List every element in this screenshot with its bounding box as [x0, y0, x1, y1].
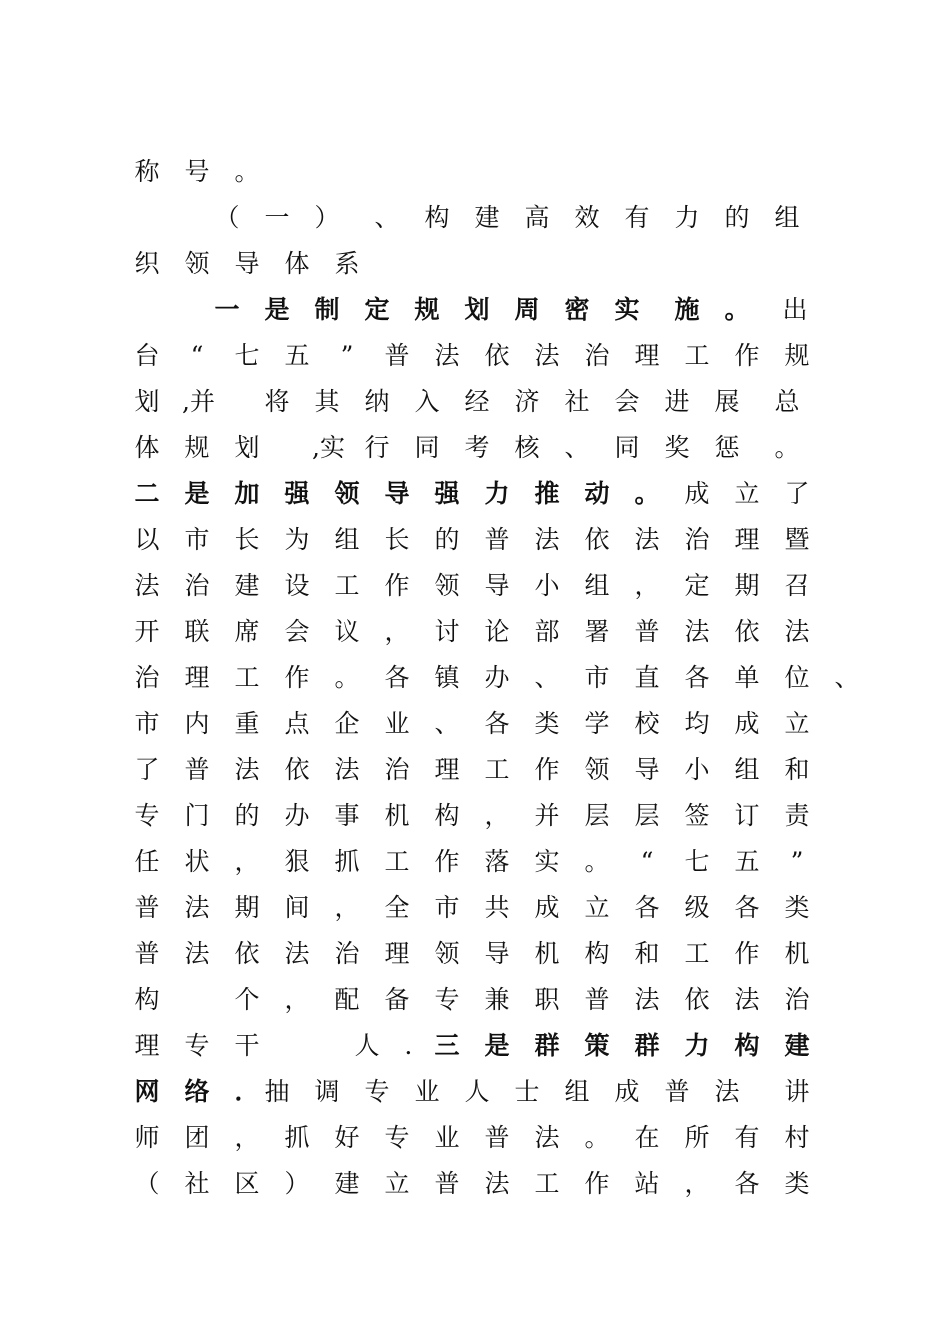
text-char: 组	[734, 755, 760, 784]
text-char: 治	[584, 341, 610, 370]
text-char: 各	[384, 663, 410, 692]
text-char: 有	[624, 203, 650, 232]
text-char: 机	[384, 801, 410, 830]
text-char: 理	[134, 1031, 160, 1060]
text-char: 专	[434, 985, 460, 1014]
text-char: 配	[334, 985, 360, 1014]
text-char: 法	[634, 985, 660, 1014]
text-char: 工	[384, 847, 410, 876]
text-char: 法	[534, 525, 560, 554]
text-char: 重	[234, 709, 260, 738]
text-char: 依	[484, 341, 510, 370]
bold-char: 是	[264, 295, 290, 324]
text-char: 市	[434, 893, 460, 922]
text-char: 状	[184, 847, 210, 876]
text-char: 长	[234, 525, 260, 554]
text-char: 调	[314, 1077, 340, 1106]
text-char: 普	[134, 893, 160, 922]
text-char: 市	[134, 709, 160, 738]
text-char: 社	[184, 1169, 210, 1198]
text-char: 治	[134, 663, 160, 692]
text-char: 专	[184, 1031, 210, 1060]
bold-char: 策	[584, 1031, 610, 1060]
text-char: 站	[634, 1169, 660, 1198]
text-char: 内	[184, 709, 210, 738]
text-char: 区	[234, 1169, 260, 1198]
bold-char: 是	[484, 1031, 510, 1060]
text-char: 士	[514, 1077, 540, 1106]
text-char: 为	[284, 525, 310, 554]
text-char: 普	[434, 1169, 460, 1198]
text-char: 组	[774, 203, 800, 232]
text-char: 工	[334, 571, 360, 600]
text-char: 效	[574, 203, 600, 232]
text-char: 类	[784, 1169, 810, 1198]
text-char: 普	[484, 525, 510, 554]
text-char: 、	[834, 663, 860, 692]
text-char: 暨	[784, 525, 810, 554]
text-char: ”	[340, 341, 354, 370]
text-char: ,实	[312, 433, 345, 462]
text-char: 和	[634, 939, 660, 968]
text-char: 划	[134, 387, 160, 416]
text-char: 法	[784, 617, 810, 646]
text-char: 展	[714, 387, 740, 416]
text-char: 领	[434, 939, 460, 968]
text-char: 法	[334, 755, 360, 784]
text-char: 期	[734, 571, 760, 600]
text-char: 法	[534, 1123, 560, 1152]
text-char: 签	[684, 801, 710, 830]
text-char: 各	[634, 893, 660, 922]
text-char: 领	[184, 249, 210, 278]
text-char: 法	[434, 341, 460, 370]
text-char: 同	[414, 433, 440, 462]
text-char: 业	[434, 1123, 460, 1152]
text-char: ，	[284, 985, 310, 1014]
text-char: 治	[384, 755, 410, 784]
text-char: 作	[584, 1169, 610, 1198]
text-char: 理	[434, 755, 460, 784]
text-char: 专	[134, 801, 160, 830]
text-char: 领	[584, 755, 610, 784]
text-char: 依	[734, 617, 760, 646]
text-char: 任	[134, 847, 160, 876]
text-char: 理	[384, 939, 410, 968]
text-char: 五	[734, 847, 760, 876]
text-char: 织	[134, 249, 160, 278]
text-char: 备	[384, 985, 410, 1014]
text-char: 工	[534, 1169, 560, 1198]
text-char: 的	[724, 203, 750, 232]
text-char: 的	[434, 525, 460, 554]
text-char: 作	[534, 755, 560, 784]
text-char: 成	[534, 893, 560, 922]
text-char: 小	[534, 571, 560, 600]
text-char: 师	[134, 1123, 160, 1152]
text-char: 会	[284, 617, 310, 646]
text-char: 办	[284, 801, 310, 830]
text-char: 其	[314, 387, 340, 416]
text-char: 个	[234, 985, 260, 1014]
text-char: 小	[684, 755, 710, 784]
text-char: 实	[534, 847, 560, 876]
text-char: 期	[234, 893, 260, 922]
text-char: 、	[434, 709, 460, 738]
text-char: 五	[284, 341, 310, 370]
text-char: 开	[134, 617, 160, 646]
bold-char: 加	[234, 479, 260, 508]
text-char: 考	[464, 433, 490, 462]
text-char: 法	[484, 1169, 510, 1198]
text-char: 领	[434, 571, 460, 600]
text-char: 席	[234, 617, 260, 646]
text-char: ，	[234, 847, 260, 876]
text-char: 依	[284, 755, 310, 784]
text-char: 组	[334, 525, 360, 554]
text-char: 法	[534, 341, 560, 370]
text-char: 各	[484, 709, 510, 738]
text-char: 济	[514, 387, 540, 416]
bold-char: 动	[584, 479, 610, 508]
text-char: 惩	[714, 433, 740, 462]
text-char: ）	[284, 1169, 310, 1198]
text-char: 门	[184, 801, 210, 830]
text-char: 普	[184, 755, 210, 784]
text-char: 法	[134, 571, 160, 600]
bold-char: 划	[464, 295, 490, 324]
text-char: 法	[734, 985, 760, 1014]
text-char: 构	[134, 985, 160, 1014]
text-char: 作	[734, 341, 760, 370]
text-char: 均	[684, 709, 710, 738]
text-char: 立	[734, 479, 760, 508]
text-char: 了	[784, 479, 810, 508]
text-char: 工	[684, 341, 710, 370]
text-char: 联	[184, 617, 210, 646]
text-char: 了	[134, 755, 160, 784]
text-char: 建	[474, 203, 500, 232]
text-char: 作	[284, 663, 310, 692]
text-char: 类	[784, 893, 810, 922]
text-char: 导	[484, 571, 510, 600]
bold-char: 密	[564, 295, 590, 324]
bold-char: 一	[214, 295, 240, 324]
text-char: 规	[184, 433, 210, 462]
text-char: 治	[334, 939, 360, 968]
text-char: 作	[734, 939, 760, 968]
text-char: 并	[534, 801, 560, 830]
text-char: 直	[634, 663, 660, 692]
text-char: 构	[584, 939, 610, 968]
text-char: 落	[484, 847, 510, 876]
text-char: 七	[684, 847, 710, 876]
text-char: 进	[664, 387, 690, 416]
text-char: ，	[234, 1123, 260, 1152]
text-char: 责	[784, 801, 810, 830]
text-char: 类	[534, 709, 560, 738]
text-char: 各	[684, 663, 710, 692]
text-char: “	[640, 847, 654, 876]
text-char: 组	[584, 571, 610, 600]
text-char: ）	[314, 203, 340, 232]
text-char: 出	[782, 295, 808, 324]
text-char: 作	[384, 571, 410, 600]
text-char: 有	[734, 1123, 760, 1152]
text-char: 普	[634, 617, 660, 646]
text-char: 。	[774, 433, 800, 462]
text-char: 署	[584, 617, 610, 646]
text-char: 称	[134, 157, 160, 186]
text-char: 法	[714, 1077, 740, 1106]
text-char: 议	[334, 617, 360, 646]
text-char: 。	[584, 1123, 610, 1152]
text-char: 镇	[434, 663, 460, 692]
text-char: 长	[384, 525, 410, 554]
text-char: 一	[264, 203, 290, 232]
text-char: 依	[684, 985, 710, 1014]
text-char: 位	[784, 663, 810, 692]
text-char: 校	[634, 709, 660, 738]
bold-char: 力	[484, 479, 510, 508]
bold-char: 络	[184, 1077, 210, 1106]
text-char: 人	[464, 1077, 490, 1106]
text-char: 间	[284, 893, 310, 922]
text-char: 和	[784, 755, 810, 784]
text-char: 纳	[364, 387, 390, 416]
text-char: 导	[234, 249, 260, 278]
bold-char: 二	[134, 479, 160, 508]
text-char: 、	[534, 663, 560, 692]
text-char: 学	[584, 709, 610, 738]
text-char: 共	[484, 893, 510, 922]
text-char: 体	[134, 433, 160, 462]
text-char: 总	[774, 387, 800, 416]
text-char: 狠	[284, 847, 310, 876]
text-char: 普	[584, 985, 610, 1014]
text-char: 构	[434, 801, 460, 830]
text-char: 所	[684, 1123, 710, 1152]
bold-char: 强	[284, 479, 310, 508]
text-char: 全	[384, 893, 410, 922]
text-char: 层	[584, 801, 610, 830]
text-char: 治	[684, 525, 710, 554]
text-char: 社	[564, 387, 590, 416]
text-char: 立	[784, 709, 810, 738]
text-char: 。	[334, 663, 360, 692]
text-char: 规	[784, 341, 810, 370]
text-char: 好	[334, 1123, 360, 1152]
text-char: 导	[484, 939, 510, 968]
text-char: 工	[484, 755, 510, 784]
text-char: 以	[134, 525, 160, 554]
text-char: （	[134, 1169, 160, 1198]
text-char: 立	[384, 1169, 410, 1198]
bold-char: 。	[724, 295, 750, 324]
text-char: 专	[384, 1123, 410, 1152]
text-char: 作	[434, 847, 460, 876]
text-char: 机	[534, 939, 560, 968]
bold-char: 周	[514, 295, 540, 324]
bold-char: 网	[134, 1077, 160, 1106]
text-char: ．	[404, 1031, 430, 1060]
text-char: 订	[734, 801, 760, 830]
text-char: 抽	[264, 1077, 290, 1106]
text-char: 将	[264, 387, 290, 416]
text-char: 成	[734, 709, 760, 738]
bold-char: 定	[364, 295, 390, 324]
bold-char: 实	[614, 295, 640, 324]
text-char: 在	[634, 1123, 660, 1152]
text-char: 讨	[434, 617, 460, 646]
text-char: ,并	[182, 387, 215, 416]
text-char: 普	[664, 1077, 690, 1106]
text-char: 级	[684, 893, 710, 922]
text-char: 单	[734, 663, 760, 692]
text-char: 经	[464, 387, 490, 416]
bold-char: 群	[634, 1031, 660, 1060]
text-char: ，	[334, 893, 360, 922]
text-char: 成	[684, 479, 710, 508]
text-char: 论	[484, 617, 510, 646]
text-char: 构	[424, 203, 450, 232]
text-char: 普	[134, 939, 160, 968]
text-char: 普	[384, 341, 410, 370]
bold-char: 施	[674, 295, 700, 324]
text-char: 导	[634, 755, 660, 784]
bold-char: 。	[634, 479, 660, 508]
text-char: 定	[684, 571, 710, 600]
text-char: 层	[634, 801, 660, 830]
text-char: 台	[134, 341, 160, 370]
text-char: 七	[234, 341, 260, 370]
text-char: 理	[734, 525, 760, 554]
text-char: ”	[790, 847, 804, 876]
text-char: 普	[484, 1123, 510, 1152]
text-char: 讲	[784, 1077, 810, 1106]
text-char: 核	[514, 433, 540, 462]
bold-char: ．	[234, 1077, 260, 1106]
text-char: 各	[734, 893, 760, 922]
text-char: 。	[234, 157, 260, 186]
text-char: 立	[584, 893, 610, 922]
bold-char: 是	[184, 479, 210, 508]
text-char: 专	[364, 1077, 390, 1106]
text-char: ，	[634, 571, 660, 600]
text-char: 奖	[664, 433, 690, 462]
text-char: ，	[684, 1169, 710, 1198]
text-char: 系	[334, 249, 360, 278]
text-char: 干	[234, 1031, 260, 1060]
bold-char: 群	[534, 1031, 560, 1060]
text-char: 兼	[484, 985, 510, 1014]
text-char: 治	[184, 571, 210, 600]
text-char: 依	[234, 939, 260, 968]
text-char: 力	[674, 203, 700, 232]
bold-char: 力	[684, 1031, 710, 1060]
text-char: 划	[234, 433, 260, 462]
text-char: 部	[534, 617, 560, 646]
text-char: 理	[634, 341, 660, 370]
text-char: 市	[184, 525, 210, 554]
bold-char: 三	[434, 1031, 460, 1060]
text-char: 业	[384, 709, 410, 738]
text-char: 抓	[284, 1123, 310, 1152]
text-char: 团	[184, 1123, 210, 1152]
bold-char: 规	[414, 295, 440, 324]
text-char: 治	[784, 985, 810, 1014]
text-char: 人	[354, 1031, 380, 1060]
text-char: 法	[184, 893, 210, 922]
text-char: 法	[284, 939, 310, 968]
text-char: 高	[524, 203, 550, 232]
text-char: 理	[184, 663, 210, 692]
text-char: 行	[364, 433, 390, 462]
text-char: 企	[334, 709, 360, 738]
bold-char: 领	[334, 479, 360, 508]
text-char: 入	[414, 387, 440, 416]
text-char: 体	[284, 249, 310, 278]
text-char: ，	[384, 617, 410, 646]
text-char: 市	[584, 663, 610, 692]
bold-char: 强	[434, 479, 460, 508]
text-char: 设	[284, 571, 310, 600]
text-char: 业	[414, 1077, 440, 1106]
text-char: 依	[584, 525, 610, 554]
bold-char: 构	[734, 1031, 760, 1060]
bold-char: 建	[784, 1031, 810, 1060]
bold-char: 推	[534, 479, 560, 508]
text-char: 号	[184, 157, 210, 186]
text-char: 建	[234, 571, 260, 600]
text-char: 同	[614, 433, 640, 462]
text-char: （	[214, 203, 240, 232]
text-char: 法	[634, 525, 660, 554]
text-char: 、	[564, 433, 590, 462]
text-char: 点	[284, 709, 310, 738]
text-char: 召	[784, 571, 810, 600]
text-char: 建	[334, 1169, 360, 1198]
text-char: 机	[784, 939, 810, 968]
text-char: 法	[234, 755, 260, 784]
text-char: 会	[614, 387, 640, 416]
text-char: “	[190, 341, 204, 370]
bold-char: 制	[314, 295, 340, 324]
text-char: 、	[374, 203, 400, 232]
text-char: ，	[484, 801, 510, 830]
text-char: 的	[234, 801, 260, 830]
text-char: 成	[614, 1077, 640, 1106]
text-char: 法	[184, 939, 210, 968]
text-char: 事	[334, 801, 360, 830]
text-char: 办	[484, 663, 510, 692]
bold-char: 导	[384, 479, 410, 508]
text-char: 工	[234, 663, 260, 692]
text-char: 。	[584, 847, 610, 876]
text-char: 职	[534, 985, 560, 1014]
text-char: 抓	[334, 847, 360, 876]
text-char: 工	[684, 939, 710, 968]
text-char: 法	[684, 617, 710, 646]
text-char: 村	[784, 1123, 810, 1152]
text-char: 组	[564, 1077, 590, 1106]
text-char: 各	[734, 1169, 760, 1198]
